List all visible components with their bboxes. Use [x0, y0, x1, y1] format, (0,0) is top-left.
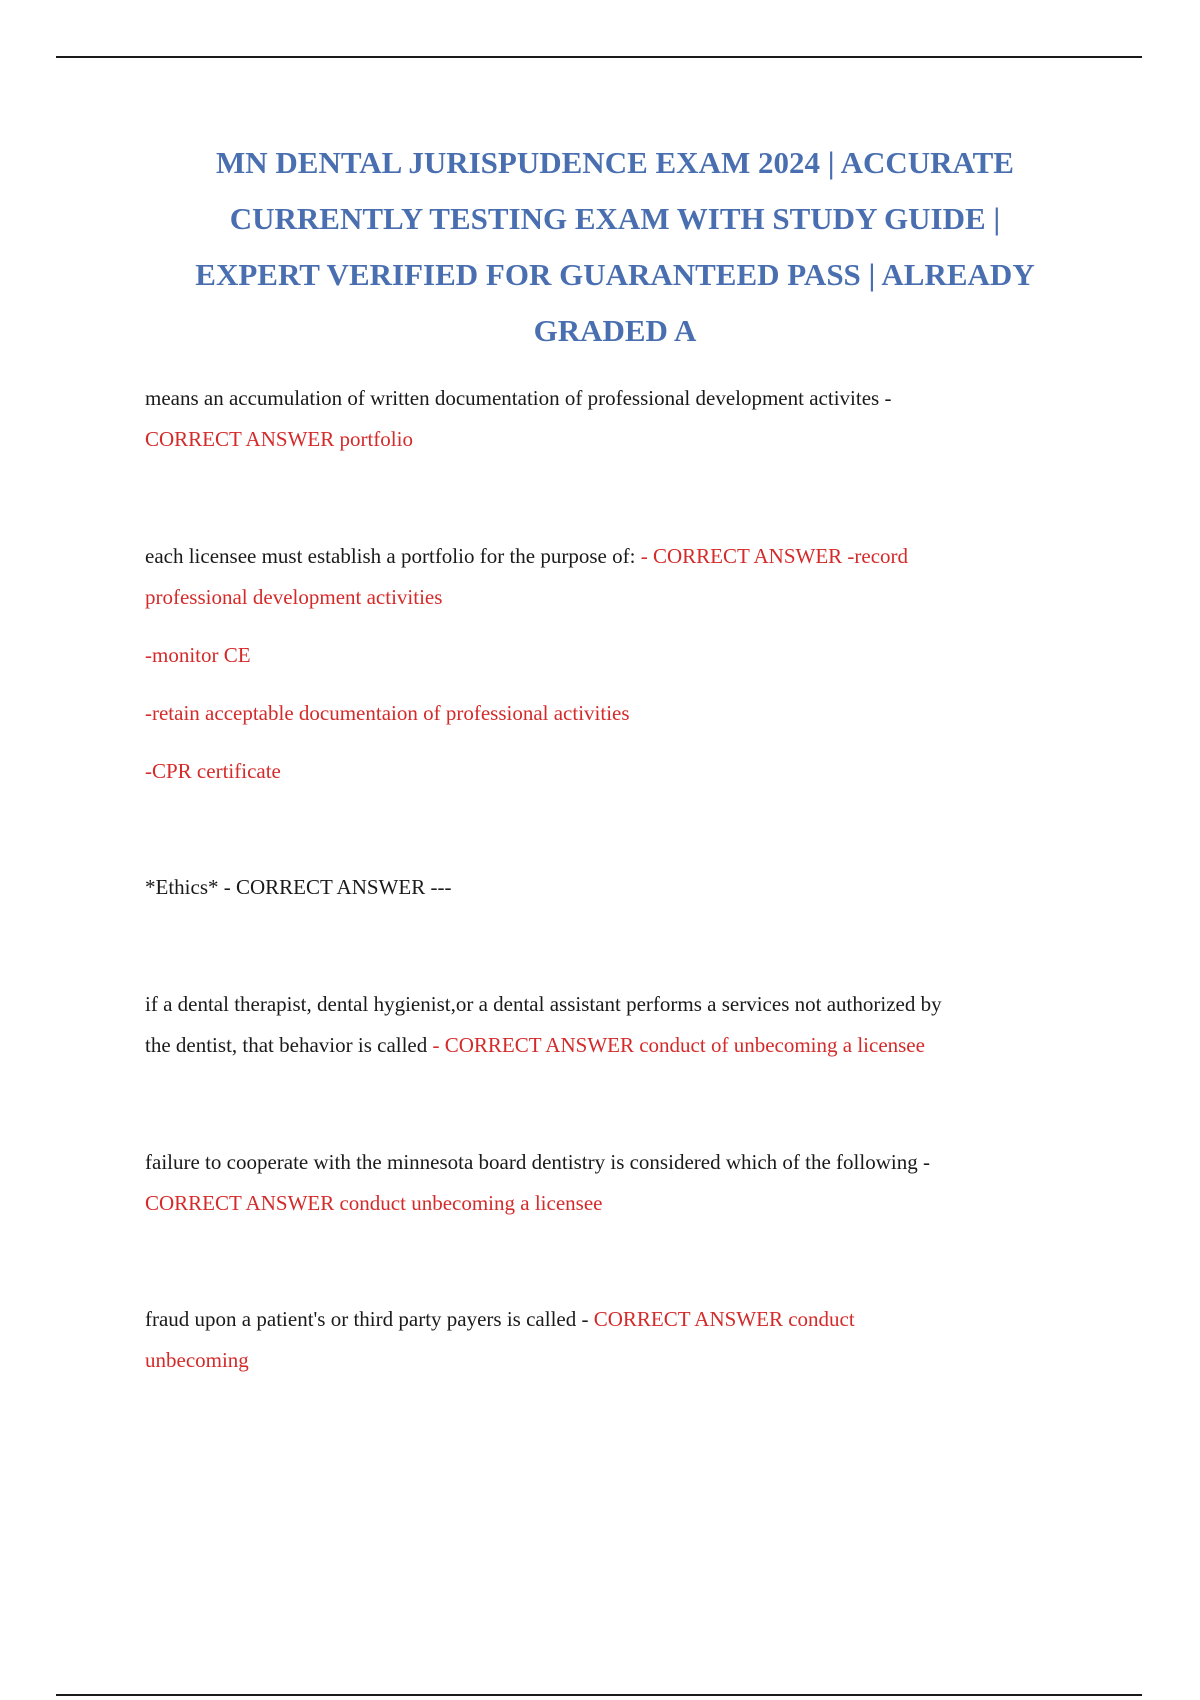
answer-text: CORRECT ANSWER -record	[652, 544, 909, 568]
qa-item-portfolio-purpose	[145, 536, 1090, 792]
qa-item-ethics	[145, 867, 1090, 908]
answer-separator: -	[635, 544, 653, 568]
answer-text: CORRECT ANSWER ---	[235, 875, 452, 899]
header-rule	[56, 56, 1142, 58]
question-text: means an accumulation of written documentation of professional development activites -	[145, 386, 892, 410]
answer-separator: -	[427, 1033, 445, 1057]
answer-text: professional development activities	[145, 585, 443, 609]
qa-item-failure-to-cooperate	[145, 1142, 1090, 1224]
answer-list-item: -monitor CE	[145, 643, 251, 667]
question-text: each licensee must establish a portfolio for the purpose of:	[145, 544, 636, 568]
answer-text: CORRECT ANSWER conduct of unbecoming a licensee	[444, 1033, 925, 1057]
title-line: GRADED A	[533, 313, 697, 348]
question-text: the dentist, that behavior is called	[145, 1033, 428, 1057]
answer-text: CORRECT ANSWER portfolio	[145, 427, 413, 451]
answer-text: CORRECT ANSWER conduct unbecoming a licensee	[145, 1191, 603, 1215]
qa-item-fraud	[145, 1299, 1090, 1381]
footer-rule	[56, 1694, 1142, 1696]
question-text: fraud upon a patient's or third party payers is called -	[145, 1307, 594, 1331]
title-line: EXPERT VERIFIED FOR GUARANTEED PASS | ALREADY	[195, 257, 1035, 292]
question-text: failure to cooperate with the minnesota board dentistry is considered which of the following -	[145, 1150, 930, 1174]
title-line: CURRENTLY TESTING EXAM WITH STUDY GUIDE |	[229, 201, 1001, 236]
qa-item-portfolio-definition	[145, 378, 1090, 460]
answer-list-item: -retain acceptable documentaion of professional activities	[145, 701, 630, 725]
answer-text: CORRECT ANSWER conduct	[593, 1307, 855, 1331]
question-text: if a dental therapist, dental hygienist,or a dental assistant performs a services not authorized by	[145, 992, 942, 1016]
question-text: *Ethics* -	[145, 875, 236, 899]
answer-text: unbecoming	[145, 1348, 249, 1372]
answer-list-item: -CPR certificate	[145, 759, 281, 783]
qa-item-unauthorized-services	[145, 984, 1090, 1066]
document-title	[140, 135, 1090, 359]
title-line: MN DENTAL JURISPUDENCE EXAM 2024 | ACCURATE	[216, 145, 1014, 180]
